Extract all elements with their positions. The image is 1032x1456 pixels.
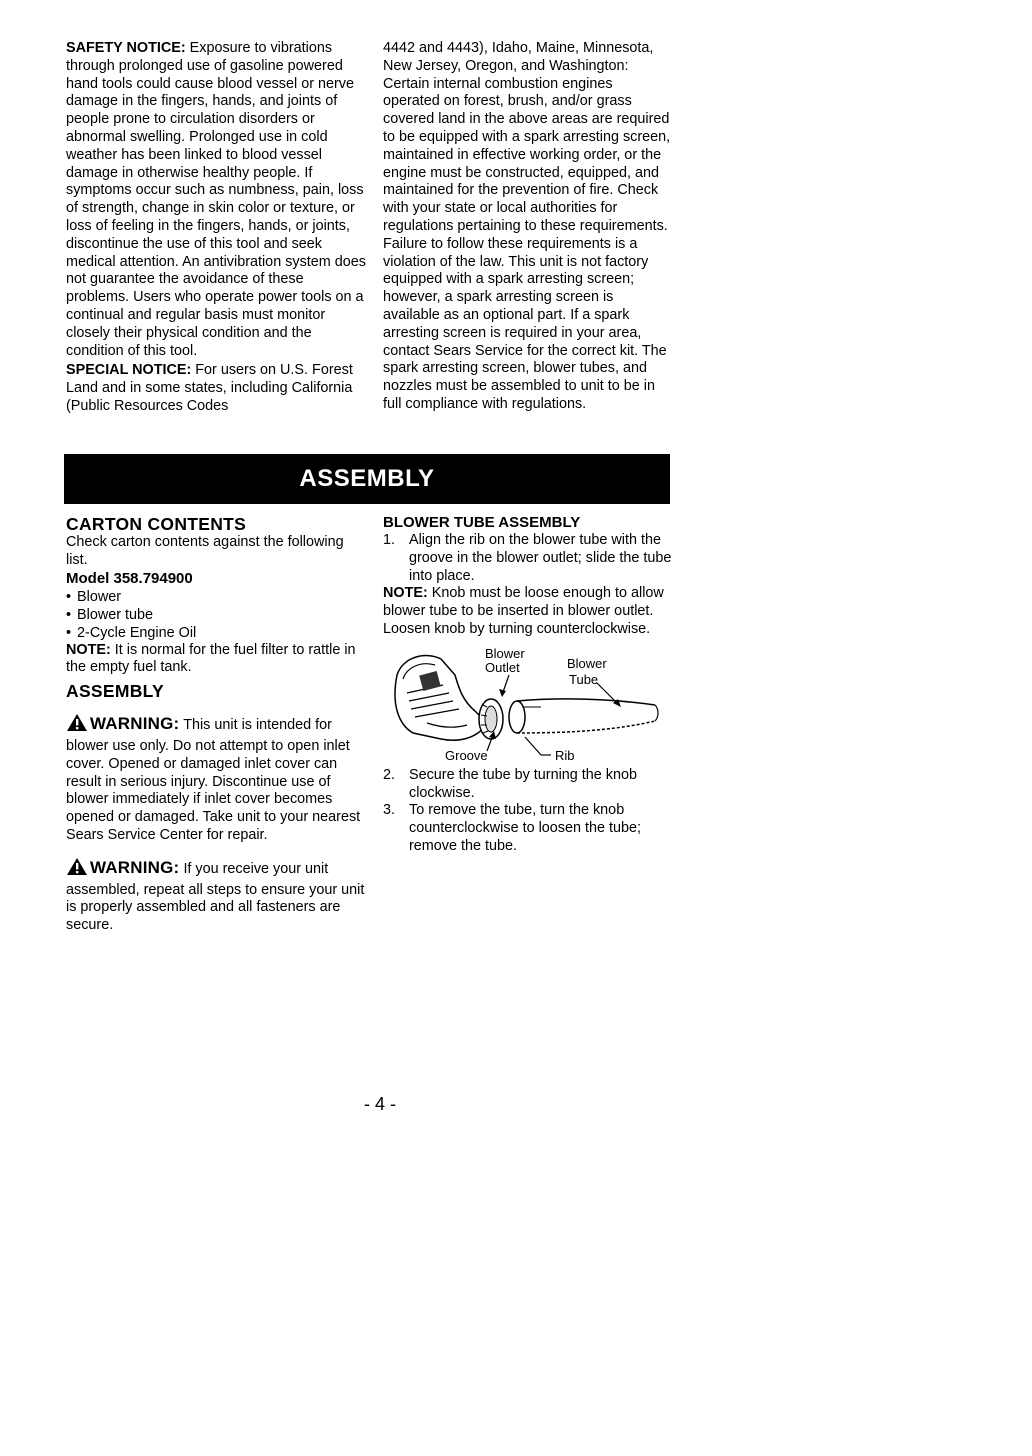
warning-text: If you receive your unit assembled, repeat all steps to ensure your unit is properly assembled and all fasteners are secure.	[66, 860, 365, 934]
step-number: 1.	[383, 532, 396, 548]
carton-assembly-column	[66, 514, 366, 935]
blower-tube-note	[383, 585, 683, 638]
blower-outlet-label-line2: Outlet	[485, 659, 520, 675]
page-number: - 4 -	[363, 1094, 396, 1114]
warning-assembled-unit	[66, 857, 366, 935]
warning-triangle-icon	[66, 713, 88, 738]
assembly-steps-continued	[383, 767, 683, 856]
safety-notice-column	[66, 40, 366, 416]
model-number: Model 358.794900	[66, 569, 193, 587]
assembly-banner: ASSEMBLY	[64, 454, 670, 504]
carton-items-list	[66, 588, 366, 642]
list-item: • 2-Cycle Engine Oil	[66, 624, 366, 642]
list-item	[383, 802, 683, 855]
special-notice-continued-column	[383, 40, 673, 414]
blower-tube-label-line2: Tube	[569, 671, 599, 687]
assembly-heading: ASSEMBLY	[66, 681, 165, 702]
list-item	[383, 767, 683, 803]
list-item: • Blower	[66, 588, 366, 606]
note-label: NOTE:	[66, 641, 111, 658]
note-text: It is normal for the fuel filter to rattle in the empty fuel tank.	[66, 641, 356, 676]
carton-intro: Check carton contents against the following list.	[66, 534, 344, 568]
warning-label: WARNING:	[90, 714, 180, 734]
blower-outlet-label-line1: Blower	[485, 645, 525, 661]
warning-triangle-icon	[66, 857, 88, 882]
rib-label: Rib	[555, 747, 575, 763]
carton-contents-heading: CARTON CONTENTS	[66, 514, 247, 534]
step-number: 2.	[383, 766, 396, 783]
safety-notice-label: SAFETY NOTICE:	[66, 40, 186, 56]
safety-notice	[66, 40, 366, 360]
special-notice-text: For users on U.S. Forest Land and in some states, including California (Public Resources Codes	[66, 362, 353, 414]
groove-label: Groove	[445, 747, 488, 763]
special-notice	[66, 362, 366, 415]
blower-tube-label-line1: Blower	[567, 655, 607, 671]
step-text: Secure the tube by turning the knob clockwise.	[409, 766, 638, 801]
step-text: Align the rib on the blower tube with the groove in the blower outlet; slide the tube into place.	[409, 532, 672, 584]
blower-tube-column	[383, 514, 683, 856]
note-label: NOTE:	[383, 585, 428, 602]
warning-text: This unit is intended for blower use only. Do not attempt to open inlet cover. Opened or damaged inlet cover can result in serious injury. Discontinue use of blower immediately if inlet cover becomes opened or damaged. Take unit to your nearest Sears Service Center for repair.	[66, 717, 361, 843]
warning-blower-use	[66, 713, 366, 845]
step-number: 3.	[383, 802, 396, 819]
safety-notice-text: Exposure to vibrations through prolonged use of gasoline powered hand tools could cause blood vessel or nerve damage in the fingers, hands, and joints of people prone to circulation disorders or abnormal swelling. Prolonged use in cold weather has been linked to blood vessel damage in otherwise healthy people. If symptoms occur such as numbness, pain, loss of strength, change in skin color or texture, or loss of feeling in the fingers, hands, or joints, discontinue the use of this tool and seek medical attention. An antivibration system does not guarantee the avoidance of these problems. Users who operate power tools on a continual and regular basis must monitor closely their physical condition and the condition of this tool.	[66, 40, 366, 359]
warning-label: WARNING:	[90, 857, 180, 877]
carton-note	[66, 642, 366, 678]
blower-tube-diagram	[383, 645, 673, 765]
blower-tube-assembly-heading: BLOWER TUBE ASSEMBLY	[383, 514, 581, 531]
special-notice-continued: 4442 and 4443), Idaho, Maine, Minnesota, New Jersey, Oregon, and Washington: Certain internal combustion engines operated on forest, brush, and/or grass covered land in the above areas are required to be equipped with a spark arresting screen, maintained in effective working order, or the engine must be constructed, equipped, and maintained for the prevention of fire. Check with your state or local authorities for regulations pertaining to these requirements. Failure to follow these requirements is a violation of the law. This unit is not factory equipped with a spark arresting screen; however, a spark arresting screen is available as an optional part. If a spark arresting screen is required in your area, contact Sears Service for the correct kit. The spark arresting screen, blower tubes, and nozzles must be assembled to unit to be in full compliance with regulations.	[383, 40, 671, 412]
list-item	[383, 532, 683, 585]
blower-tube-illustration	[383, 645, 673, 765]
special-notice-label: SPECIAL NOTICE:	[66, 362, 192, 379]
assembly-steps	[383, 532, 683, 585]
list-item: • Blower tube	[66, 606, 366, 624]
step-text: To remove the tube, turn the knob counterclockwise to loosen the tube; remove the tube.	[409, 802, 641, 854]
note-text: Knob must be loose enough to allow blower tube to be inserted in blower outlet. Loosen knob by turning counterclockwise.	[383, 585, 664, 637]
